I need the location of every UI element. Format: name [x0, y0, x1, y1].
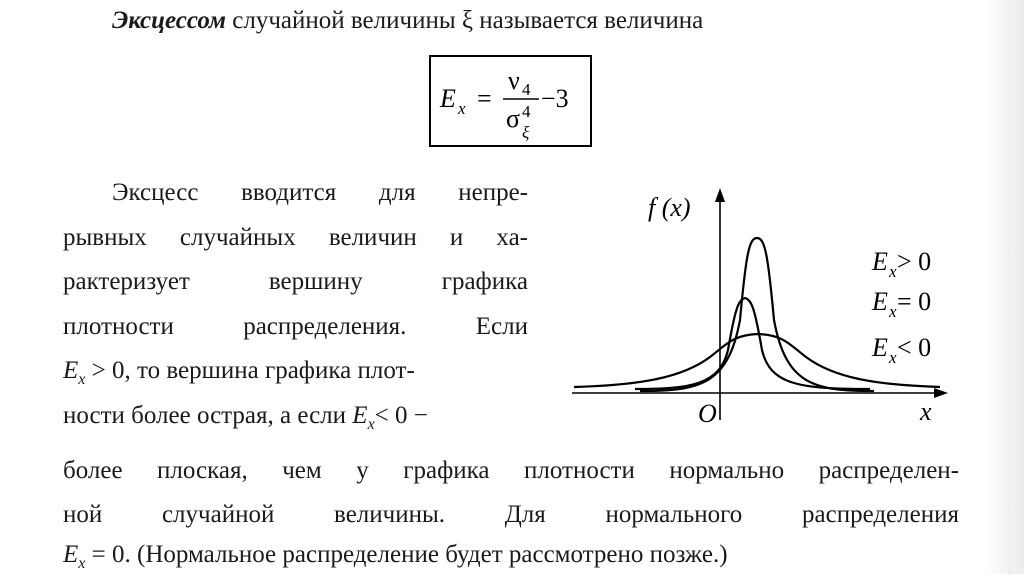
legend-zero	[871, 287, 931, 321]
formula-sigma-sub: ξ	[522, 123, 530, 142]
formula-sigma: σ	[506, 104, 521, 133]
paragraph-line-8: ной случайной величины. Для нормального распределения	[63, 501, 959, 528]
paragraph-line-2: рывных случайных величин и ха-	[63, 224, 528, 251]
formula-tail: −3	[541, 84, 569, 113]
line6-sub: x	[367, 416, 375, 433]
origin-label: O	[698, 399, 717, 428]
paragraph-line-3: рактеризует вершину графика	[63, 268, 528, 295]
legend-zero-E: E	[872, 287, 888, 316]
paragraph-line-7: более плоская, чем у графика плотности нормально распределен-	[63, 457, 959, 484]
legend-negative-rel: < 0	[897, 333, 932, 362]
x-axis-label: x	[920, 397, 932, 426]
kurtosis-formula	[429, 55, 592, 147]
line5-E: E	[63, 357, 79, 384]
line5-sub: x	[78, 371, 86, 388]
paragraph-line-1: Эксцесс вводится для непре-	[112, 179, 528, 206]
heading-text: случайной величины ξ называется величина	[232, 7, 704, 34]
legend-positive-E: E	[872, 247, 888, 276]
formula-equals: =	[477, 84, 492, 113]
line9-sub: x	[78, 555, 86, 572]
leptokurtic-curve	[640, 238, 874, 391]
legend-positive-sub: x	[889, 262, 897, 281]
legend-negative-sub: x	[889, 348, 897, 367]
line6-cond: < 0 −	[374, 402, 428, 429]
legend-negative-E: E	[872, 333, 888, 362]
y-axis-label: f (x)	[648, 193, 691, 222]
paragraph-line-5	[63, 356, 533, 395]
right-edge-decoration	[984, 0, 1024, 574]
line9-text: . (Нормальное распределение будет рассмотрено позже.)	[124, 541, 728, 568]
formula-lhs-sub: x	[458, 99, 466, 118]
legend-positive-rel: > 0	[897, 247, 932, 276]
legend-negative	[871, 333, 931, 367]
paragraph-line-9	[63, 540, 963, 579]
formula-nu: ν	[508, 66, 520, 95]
line9-cond: = 0	[85, 541, 125, 568]
slide-heading	[112, 6, 703, 36]
formula-sigma-sup: 4	[522, 102, 531, 121]
formula-nu-sub: 4	[522, 80, 531, 99]
x-axis-arrow	[934, 388, 948, 398]
line6-text: ности более острая, а если	[63, 402, 353, 429]
line6-E: E	[352, 402, 368, 429]
kurtosis-density-graph	[560, 180, 960, 440]
legend-zero-rel: = 0	[897, 287, 932, 316]
legend-zero-sub: x	[889, 302, 897, 321]
paragraph-line-4: плотности распределения. Если	[63, 313, 528, 340]
right-edge-line	[1009, 0, 1010, 574]
line5-cond: > 0	[85, 357, 125, 384]
line5-text: , то вершина графика плот-	[124, 357, 415, 384]
formula-lhs-E: E	[440, 84, 456, 113]
legend-positive	[871, 247, 931, 281]
heading-term: Эксцессом	[112, 7, 227, 34]
line9-E: E	[63, 541, 79, 568]
y-axis-arrow	[715, 188, 725, 202]
paragraph-line-6	[63, 401, 533, 440]
